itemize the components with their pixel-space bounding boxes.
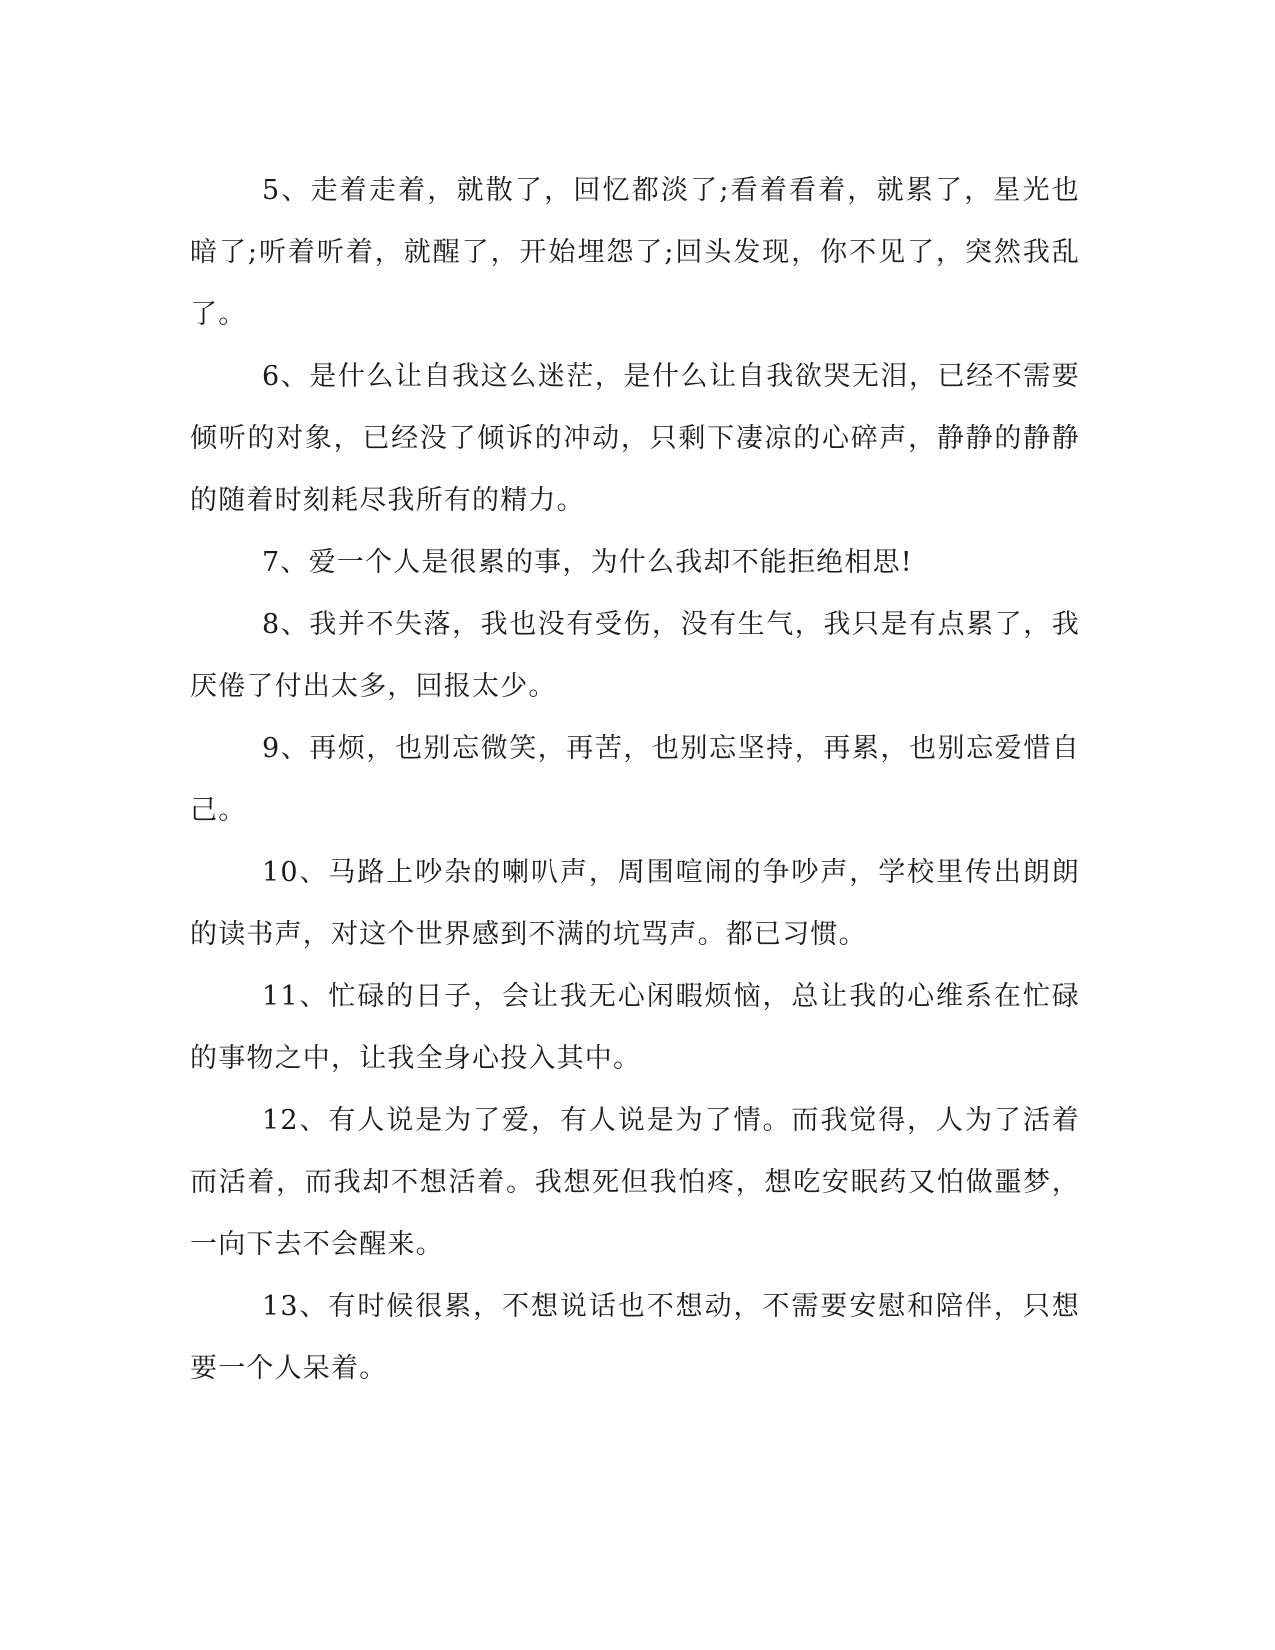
paragraph-8: 8、我并不失落，我也没有受伤，没有生气，我只是有点累了，我厌倦了付出太多，回报太少。 (190, 609, 1080, 702)
paragraph-5: 5、走着走着，就散了，回忆都淡了;看着看着，就累了，星光也暗了;听着听着，就醒了，开始埋怨了;回头发现，你不见了，突然我乱了。 (190, 175, 1080, 330)
paragraph-11: 11、忙碌的日子，会让我无心闲暇烦恼，总让我的心维系在忙碌的事物之中，让我全身心投入其中。 (190, 981, 1080, 1074)
paragraph-7: 7、爱一个人是很累的事，为什么我却不能拒绝相思! (262, 547, 913, 578)
paragraph-10: 10、马路上吵杂的喇叭声，周围喧闹的争吵声，学校里传出朗朗的读书声，对这个世界感到不满的坑骂声。都已习惯。 (190, 857, 1080, 950)
paragraph-9: 9、再烦，也别忘微笑，再苦，也别忘坚持，再累，也别忘爱惜自己。 (190, 733, 1080, 826)
paragraph-12: 12、有人说是为了爱，有人说是为了情。而我觉得，人为了活着而活着，而我却不想活着。我想死但我怕疼，想吃安眠药又怕做噩梦，一向下去不会醒来。 (190, 1105, 1080, 1260)
paragraph-13: 13、有时候很累，不想说话也不想动，不需要安慰和陪伴，只想要一个人呆着。 (190, 1291, 1080, 1384)
document-body (190, 160, 1080, 1400)
paragraph-6: 6、是什么让自我这么迷茫，是什么让自我欲哭无泪，已经不需要倾听的对象，已经没了倾诉的冲动，只剩下凄凉的心碎声，静静的静静的随着时刻耗尽我所有的精力。 (190, 361, 1080, 516)
